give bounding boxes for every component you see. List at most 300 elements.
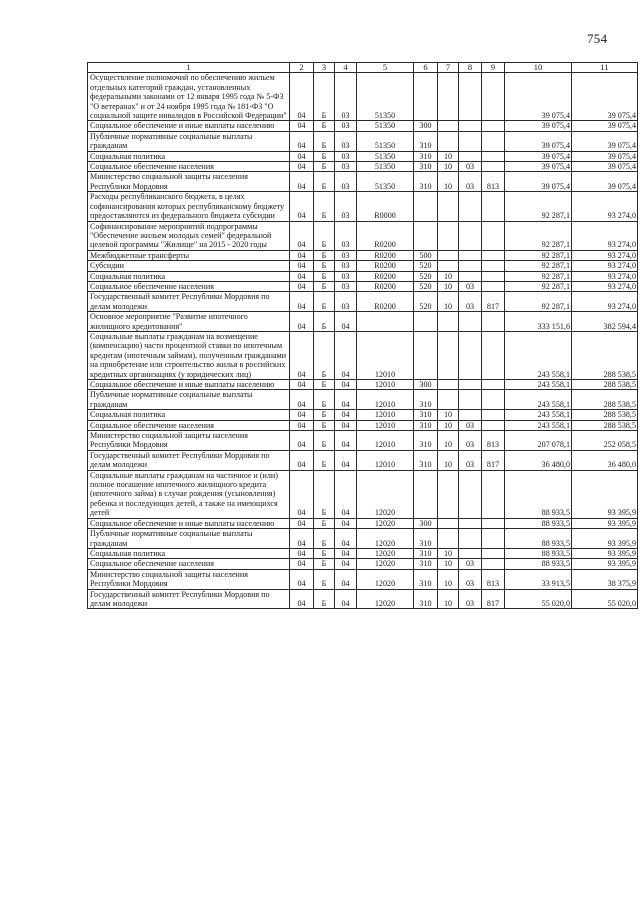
amount-cell: 39 075,4 (505, 151, 572, 161)
code-cell: 04 (290, 331, 314, 379)
code-cell (482, 312, 505, 332)
code-cell: 03 (459, 172, 482, 192)
item-name-cell: Социальные выплаты гражданам на возмещение (компенсацию) части процентной ставки по ипотечным кредитам (ипотечным займам), полученным гражданами на приобретение или строительство жилья в российских кредитных организациях (у юридических лиц) (88, 331, 290, 379)
code-cell: 10 (438, 431, 459, 451)
code-cell: 500 (414, 250, 438, 260)
code-cell (482, 131, 505, 151)
code-cell: Б (314, 261, 335, 271)
amount-cell: 39 075,4 (505, 162, 572, 172)
amount-cell: 39 075,4 (572, 121, 638, 131)
code-cell: 04 (290, 121, 314, 131)
code-cell: 04 (335, 548, 357, 558)
code-cell: 04 (290, 73, 314, 121)
code-cell: 04 (335, 390, 357, 410)
code-cell (482, 559, 505, 569)
code-cell: 04 (290, 151, 314, 161)
code-cell: 813 (482, 431, 505, 451)
column-header: 11 (572, 63, 638, 73)
column-header: 4 (335, 63, 357, 73)
code-cell (438, 192, 459, 221)
amount-cell: 93 274,0 (572, 221, 638, 250)
code-cell: 12020 (357, 518, 414, 528)
code-cell: Б (314, 589, 335, 609)
code-cell: 04 (290, 548, 314, 558)
code-cell: 04 (290, 420, 314, 430)
code-cell: 12020 (357, 559, 414, 569)
table-row (88, 559, 638, 569)
code-cell: 520 (414, 292, 438, 312)
code-cell: 51350 (357, 162, 414, 172)
code-cell: 03 (335, 250, 357, 260)
code-cell: 04 (290, 589, 314, 609)
code-cell: 310 (414, 410, 438, 420)
amount-cell: 39 075,4 (505, 131, 572, 151)
code-cell (459, 131, 482, 151)
amount-cell: 55 020,0 (572, 589, 638, 609)
table-row (88, 121, 638, 131)
code-cell (438, 312, 459, 332)
code-cell: Б (314, 569, 335, 589)
code-cell: 817 (482, 450, 505, 470)
code-cell: Б (314, 162, 335, 172)
item-name-cell: Социальная политика (88, 548, 290, 558)
code-cell: 310 (414, 390, 438, 410)
item-name-cell: Социальная политика (88, 271, 290, 281)
amount-cell: 382 594,4 (572, 312, 638, 332)
code-cell: 03 (459, 589, 482, 609)
column-header: 6 (414, 63, 438, 73)
page-number: 754 (587, 31, 608, 46)
item-name-cell: Государственный комитет Республики Мордовия по делам молодежи (88, 292, 290, 312)
code-cell: 04 (335, 380, 357, 390)
code-cell (438, 390, 459, 410)
item-name-cell: Социальное обеспечение и иные выплаты населению (88, 121, 290, 131)
code-cell: Б (314, 172, 335, 192)
amount-cell: 92 287,1 (505, 281, 572, 291)
code-cell (482, 121, 505, 131)
code-cell: 03 (459, 420, 482, 430)
column-header: 10 (505, 63, 572, 73)
code-cell: 12020 (357, 569, 414, 589)
code-cell: 04 (290, 162, 314, 172)
amount-cell: 243 558,1 (505, 420, 572, 430)
code-cell: Б (314, 410, 335, 420)
code-cell (438, 73, 459, 121)
table-row (88, 589, 638, 609)
code-cell: 03 (335, 151, 357, 161)
code-cell: 04 (335, 450, 357, 470)
table-row (88, 312, 638, 332)
code-cell (438, 518, 459, 528)
code-cell (357, 312, 414, 332)
code-cell: 03 (459, 292, 482, 312)
code-cell: Б (314, 221, 335, 250)
code-cell (438, 221, 459, 250)
code-cell (459, 548, 482, 558)
code-cell (459, 250, 482, 260)
table-row (88, 73, 638, 121)
code-cell (438, 131, 459, 151)
code-cell (482, 470, 505, 518)
code-cell (482, 73, 505, 121)
code-cell: 04 (290, 450, 314, 470)
code-cell (459, 529, 482, 549)
table-row (88, 529, 638, 549)
item-name-cell: Основное мероприятие "Развитие ипотечного жилищного кредитования" (88, 312, 290, 332)
code-cell (482, 151, 505, 161)
code-cell: 04 (335, 431, 357, 451)
code-cell (482, 420, 505, 430)
amount-cell: 92 287,1 (505, 261, 572, 271)
code-cell (459, 261, 482, 271)
amount-cell: 93 274,0 (572, 271, 638, 281)
code-cell: Б (314, 281, 335, 291)
code-cell: 04 (290, 518, 314, 528)
code-cell: 04 (290, 250, 314, 260)
amount-cell: 88 933,5 (505, 559, 572, 569)
amount-cell: 288 538,5 (572, 380, 638, 390)
code-cell: 04 (290, 192, 314, 221)
code-cell: 04 (335, 518, 357, 528)
code-cell (459, 470, 482, 518)
code-cell (482, 281, 505, 291)
code-cell: 51350 (357, 121, 414, 131)
code-cell: R0200 (357, 281, 414, 291)
table-row (88, 431, 638, 451)
code-cell (438, 331, 459, 379)
code-cell: 10 (438, 420, 459, 430)
table-row (88, 518, 638, 528)
code-cell: 03 (459, 162, 482, 172)
table-row (88, 420, 638, 430)
code-cell (482, 529, 505, 549)
code-cell: 12010 (357, 380, 414, 390)
code-cell: Б (314, 548, 335, 558)
amount-cell: 92 287,1 (505, 292, 572, 312)
code-cell: 12020 (357, 529, 414, 549)
code-cell: 03 (335, 192, 357, 221)
code-cell: 04 (290, 390, 314, 410)
table-row (88, 292, 638, 312)
code-cell: 51350 (357, 131, 414, 151)
code-cell (482, 261, 505, 271)
table-row (88, 380, 638, 390)
code-cell: 817 (482, 589, 505, 609)
code-cell: 04 (290, 569, 314, 589)
item-name-cell: Публичные нормативные социальные выплаты гражданам (88, 131, 290, 151)
code-cell: 12010 (357, 390, 414, 410)
code-cell (482, 331, 505, 379)
code-cell: 12010 (357, 410, 414, 420)
code-cell: 10 (438, 589, 459, 609)
amount-cell: 243 558,1 (505, 390, 572, 410)
item-name-cell: Министерство социальной защиты населения Республики Мордовия (88, 569, 290, 589)
column-header: 3 (314, 63, 335, 73)
code-cell (438, 261, 459, 271)
code-cell: 04 (335, 589, 357, 609)
code-cell: 04 (335, 312, 357, 332)
code-cell: 300 (414, 518, 438, 528)
code-cell (482, 380, 505, 390)
code-cell (459, 312, 482, 332)
code-cell: 04 (290, 559, 314, 569)
code-cell: Б (314, 121, 335, 131)
table-row (88, 390, 638, 410)
code-cell: 03 (335, 121, 357, 131)
item-name-cell: Социальная политика (88, 151, 290, 161)
code-cell (459, 192, 482, 221)
item-name-cell: Софинансирование мероприятий подпрограммы "Обеспечение жильем молодых семей" федеральной целевой программы "Жилище" на 2015 - 2020 годы (88, 221, 290, 250)
table-row (88, 410, 638, 420)
item-name-cell: Социальное обеспечение и иные выплаты населению (88, 380, 290, 390)
code-cell: Б (314, 518, 335, 528)
amount-cell: 252 058,5 (572, 431, 638, 451)
code-cell (482, 548, 505, 558)
item-name-cell: Социальное обеспечение и иные выплаты населению (88, 518, 290, 528)
amount-cell: 333 151,6 (505, 312, 572, 332)
code-cell (438, 470, 459, 518)
amount-cell: 92 287,1 (505, 221, 572, 250)
amount-cell: 39 075,4 (572, 131, 638, 151)
code-cell (482, 410, 505, 420)
code-cell: 04 (290, 292, 314, 312)
code-cell: 04 (290, 380, 314, 390)
code-cell: 03 (335, 162, 357, 172)
code-cell (459, 380, 482, 390)
code-cell: 520 (414, 271, 438, 281)
table-row (88, 261, 638, 271)
code-cell: 10 (438, 151, 459, 161)
code-cell: 10 (438, 162, 459, 172)
item-name-cell: Социальное обеспечение населения (88, 420, 290, 430)
code-cell: 03 (335, 261, 357, 271)
amount-cell: 39 075,4 (505, 172, 572, 192)
table-row (88, 131, 638, 151)
code-cell: R0200 (357, 292, 414, 312)
code-cell (459, 151, 482, 161)
code-cell (482, 221, 505, 250)
code-cell (482, 518, 505, 528)
code-cell: 51350 (357, 151, 414, 161)
code-cell (459, 390, 482, 410)
code-cell: 04 (290, 431, 314, 451)
item-name-cell: Межбюджетные трансферты (88, 250, 290, 260)
table-body (88, 73, 638, 609)
amount-cell: 243 558,1 (505, 331, 572, 379)
column-header: 9 (482, 63, 505, 73)
amount-cell: 39 075,4 (505, 121, 572, 131)
code-cell: 04 (335, 331, 357, 379)
item-name-cell: Государственный комитет Республики Мордовия по делам молодежи (88, 450, 290, 470)
table-row (88, 151, 638, 161)
table-row (88, 250, 638, 260)
item-name-cell: Министерство социальной защиты населения Республики Мордовия (88, 172, 290, 192)
amount-cell: 39 075,4 (505, 73, 572, 121)
code-cell: 51350 (357, 73, 414, 121)
code-cell (459, 73, 482, 121)
code-cell: 10 (438, 559, 459, 569)
code-cell: 520 (414, 261, 438, 271)
code-cell: 03 (459, 431, 482, 451)
header-row (88, 63, 638, 73)
column-header: 5 (357, 63, 414, 73)
code-cell (414, 331, 438, 379)
code-cell: 310 (414, 131, 438, 151)
amount-cell: 88 933,5 (505, 518, 572, 528)
code-cell (459, 410, 482, 420)
code-cell: 04 (290, 271, 314, 281)
item-name-cell: Публичные нормативные социальные выплаты гражданам (88, 390, 290, 410)
code-cell: Б (314, 131, 335, 151)
code-cell: 12010 (357, 450, 414, 470)
code-cell: 04 (335, 420, 357, 430)
code-cell: 04 (290, 281, 314, 291)
code-cell: R0200 (357, 271, 414, 281)
amount-cell: 207 078,1 (505, 431, 572, 451)
code-cell: 310 (414, 431, 438, 451)
code-cell: 310 (414, 450, 438, 470)
code-cell: Б (314, 559, 335, 569)
code-cell: Б (314, 271, 335, 281)
amount-cell: 88 933,5 (505, 470, 572, 518)
code-cell: Б (314, 450, 335, 470)
code-cell: 03 (459, 559, 482, 569)
column-header: 8 (459, 63, 482, 73)
code-cell: 04 (335, 470, 357, 518)
code-cell: R0000 (357, 192, 414, 221)
code-cell: Б (314, 292, 335, 312)
table-row (88, 569, 638, 589)
code-cell: 300 (414, 121, 438, 131)
code-cell: 10 (438, 292, 459, 312)
code-cell (414, 221, 438, 250)
amount-cell: 92 287,1 (505, 271, 572, 281)
code-cell: 310 (414, 589, 438, 609)
code-cell: 03 (335, 281, 357, 291)
code-cell (459, 331, 482, 379)
code-cell: 04 (290, 312, 314, 332)
code-cell (482, 271, 505, 281)
amount-cell: 39 075,4 (572, 162, 638, 172)
code-cell: 04 (290, 529, 314, 549)
amount-cell: 93 395,9 (572, 548, 638, 558)
table-row (88, 172, 638, 192)
item-name-cell: Государственный комитет Республики Мордовия по делам молодежи (88, 589, 290, 609)
code-cell: Б (314, 73, 335, 121)
amount-cell: 92 287,1 (505, 250, 572, 260)
amount-cell: 39 075,4 (572, 172, 638, 192)
code-cell: 10 (438, 450, 459, 470)
amount-cell: 93 395,9 (572, 529, 638, 549)
code-cell: 12010 (357, 431, 414, 451)
code-cell (459, 271, 482, 281)
amount-cell: 93 395,9 (572, 518, 638, 528)
item-name-cell: Социальное обеспечение населения (88, 162, 290, 172)
code-cell: 03 (459, 450, 482, 470)
item-name-cell: Министерство социальной защиты населения Республики Мордовия (88, 431, 290, 451)
amount-cell: 288 538,5 (572, 420, 638, 430)
code-cell (459, 221, 482, 250)
code-cell (482, 162, 505, 172)
code-cell: 03 (335, 221, 357, 250)
code-cell: 03 (459, 569, 482, 589)
code-cell: R0200 (357, 221, 414, 250)
code-cell: 03 (335, 172, 357, 192)
code-cell: 813 (482, 569, 505, 589)
code-cell (438, 250, 459, 260)
column-header: 2 (290, 63, 314, 73)
code-cell: Б (314, 250, 335, 260)
code-cell (482, 192, 505, 221)
code-cell: 10 (438, 172, 459, 192)
amount-cell: 93 274,0 (572, 250, 638, 260)
amount-cell: 36 480,0 (505, 450, 572, 470)
code-cell: 03 (335, 73, 357, 121)
code-cell: 10 (438, 281, 459, 291)
amount-cell: 288 538,5 (572, 390, 638, 410)
amount-cell: 288 538,5 (572, 331, 638, 379)
code-cell: 04 (290, 221, 314, 250)
code-cell: Б (314, 390, 335, 410)
code-cell: 51350 (357, 172, 414, 192)
code-cell: 12020 (357, 548, 414, 558)
amount-cell: 93 274,0 (572, 192, 638, 221)
code-cell: 310 (414, 529, 438, 549)
amount-cell: 93 274,0 (572, 281, 638, 291)
column-header: 1 (88, 63, 290, 73)
code-cell: Б (314, 331, 335, 379)
item-name-cell: Расходы республиканского бюджета, в целях софинансирования которых республиканскому бюджету предоставляются из федерального бюджета субсидии (88, 192, 290, 221)
code-cell: Б (314, 529, 335, 549)
amount-cell: 88 933,5 (505, 529, 572, 549)
code-cell: Б (314, 151, 335, 161)
item-name-cell: Осуществление полномочий по обеспечению жильем отдельных категорий граждан, установленных федеральными законами от 12 января 1995 года № 5-ФЗ "О ветеранах" и от 24 ноября 1995 года № 181-ФЗ "О социальной защите инвалидов в Российской Федерации" (88, 73, 290, 121)
code-cell: 10 (438, 271, 459, 281)
amount-cell: 93 395,9 (572, 559, 638, 569)
code-cell: 300 (414, 380, 438, 390)
column-header: 7 (438, 63, 459, 73)
code-cell: 03 (459, 281, 482, 291)
code-cell: 310 (414, 559, 438, 569)
item-name-cell: Социальное обеспечение населения (88, 559, 290, 569)
amount-cell: 38 375,9 (572, 569, 638, 589)
code-cell: 12020 (357, 589, 414, 609)
amount-cell: 243 558,1 (505, 380, 572, 390)
table-row (88, 221, 638, 250)
code-cell (438, 380, 459, 390)
code-cell (414, 192, 438, 221)
code-cell: 10 (438, 410, 459, 420)
code-cell: 520 (414, 281, 438, 291)
amount-cell: 33 913,5 (505, 569, 572, 589)
amount-cell: 288 538,5 (572, 410, 638, 420)
amount-cell: 92 287,1 (505, 192, 572, 221)
amount-cell: 243 558,1 (505, 410, 572, 420)
table-row (88, 271, 638, 281)
table-row (88, 192, 638, 221)
code-cell (438, 121, 459, 131)
table-row (88, 331, 638, 379)
code-cell: 12010 (357, 331, 414, 379)
item-name-cell: Публичные нормативные социальные выплаты гражданам (88, 529, 290, 549)
item-name-cell: Социальные выплаты гражданам на частичное и (или) полное погашение ипотечного жилищного кредита (ипотечного займа) в случае рождения (усыновления) ребенка и последующих детей, а также на имеющихся детей (88, 470, 290, 518)
code-cell: Б (314, 380, 335, 390)
amount-cell: 93 274,0 (572, 292, 638, 312)
code-cell: 310 (414, 548, 438, 558)
budget-table (87, 62, 638, 609)
code-cell: R0200 (357, 261, 414, 271)
code-cell: 04 (335, 529, 357, 549)
